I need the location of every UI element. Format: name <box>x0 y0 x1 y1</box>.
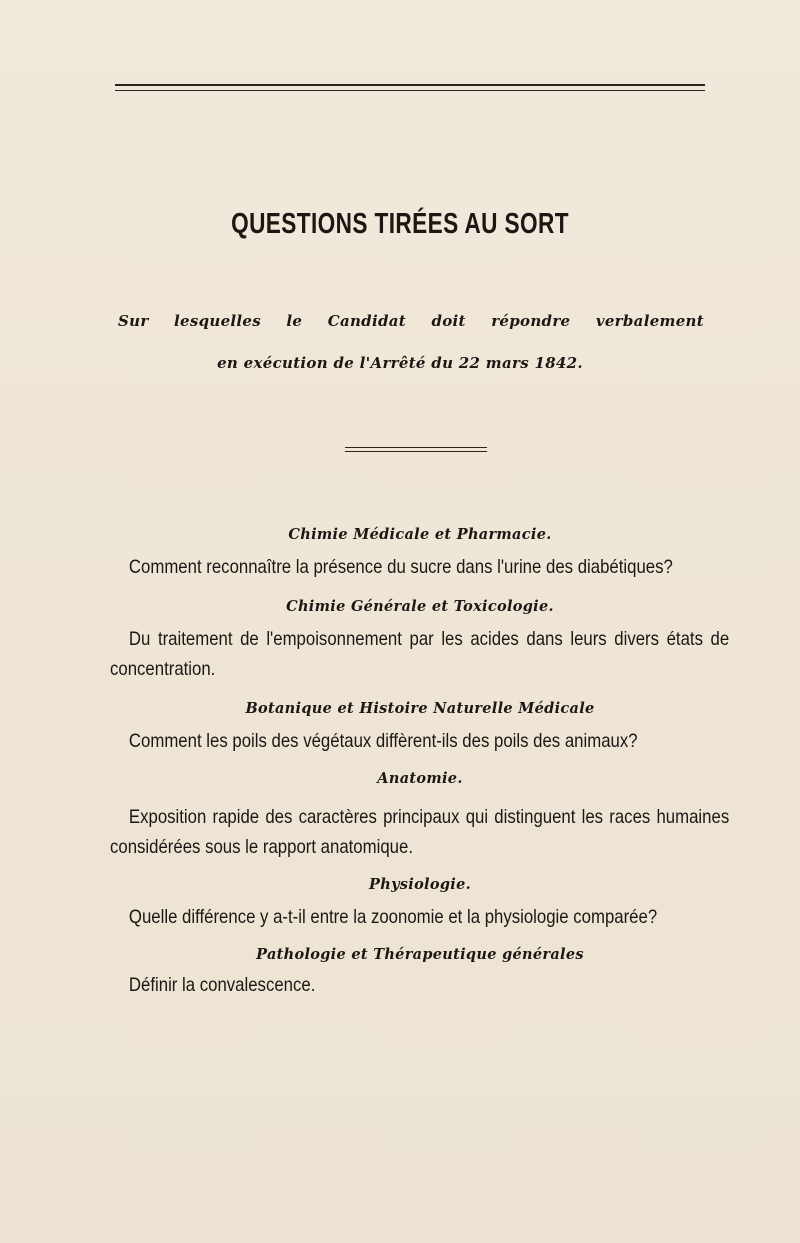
subtitle-line-2: en exécution de l'Arrêté du 22 mars 1842. <box>217 354 583 372</box>
section-question: Exposition rapide des caractères principaux qui distinguent les races humaines considérées sous le rapport anatomique. <box>110 806 730 858</box>
section-question: Définir la convalescence. <box>128 974 316 996</box>
section-heading: Chimie Générale et Toxicologie. <box>286 598 554 615</box>
section-pathologie <box>110 944 730 1000</box>
section-heading: Pathologie et Thérapeutique générales <box>256 946 584 963</box>
section-question: Comment reconnaître la présence du sucre dans l'urine des diabétiques? <box>128 556 673 578</box>
separator-rule <box>345 447 487 452</box>
section-question: Du traitement de l'empoisonnement par les acides dans leurs divers états de concentration. <box>110 628 730 680</box>
top-double-rule <box>115 84 705 91</box>
section-heading: Anatomie. <box>377 770 463 787</box>
section-chimie-generale <box>110 596 730 684</box>
page-title: QUESTIONS TIRÉES AU SORT <box>231 208 569 240</box>
section-question: Quelle différence y a-t-il entre la zoonomie et la physiologie comparée? <box>128 906 658 928</box>
section-botanique <box>110 698 730 756</box>
subtitle-line-1: Sur lesquelles le Candidat doit répondre verbalement <box>118 312 704 330</box>
section-heading: Physiologie. <box>369 876 471 893</box>
section-physiologie <box>110 874 730 932</box>
section-anatomie <box>110 768 730 862</box>
questions-list <box>110 524 730 1000</box>
section-chimie-medicale <box>110 524 730 582</box>
section-heading: Chimie Médicale et Pharmacie. <box>288 526 552 543</box>
section-heading: Botanique et Histoire Naturelle Médicale <box>245 700 595 717</box>
section-question: Comment les poils des végétaux diffèrent-ils des poils des animaux? <box>128 730 638 752</box>
